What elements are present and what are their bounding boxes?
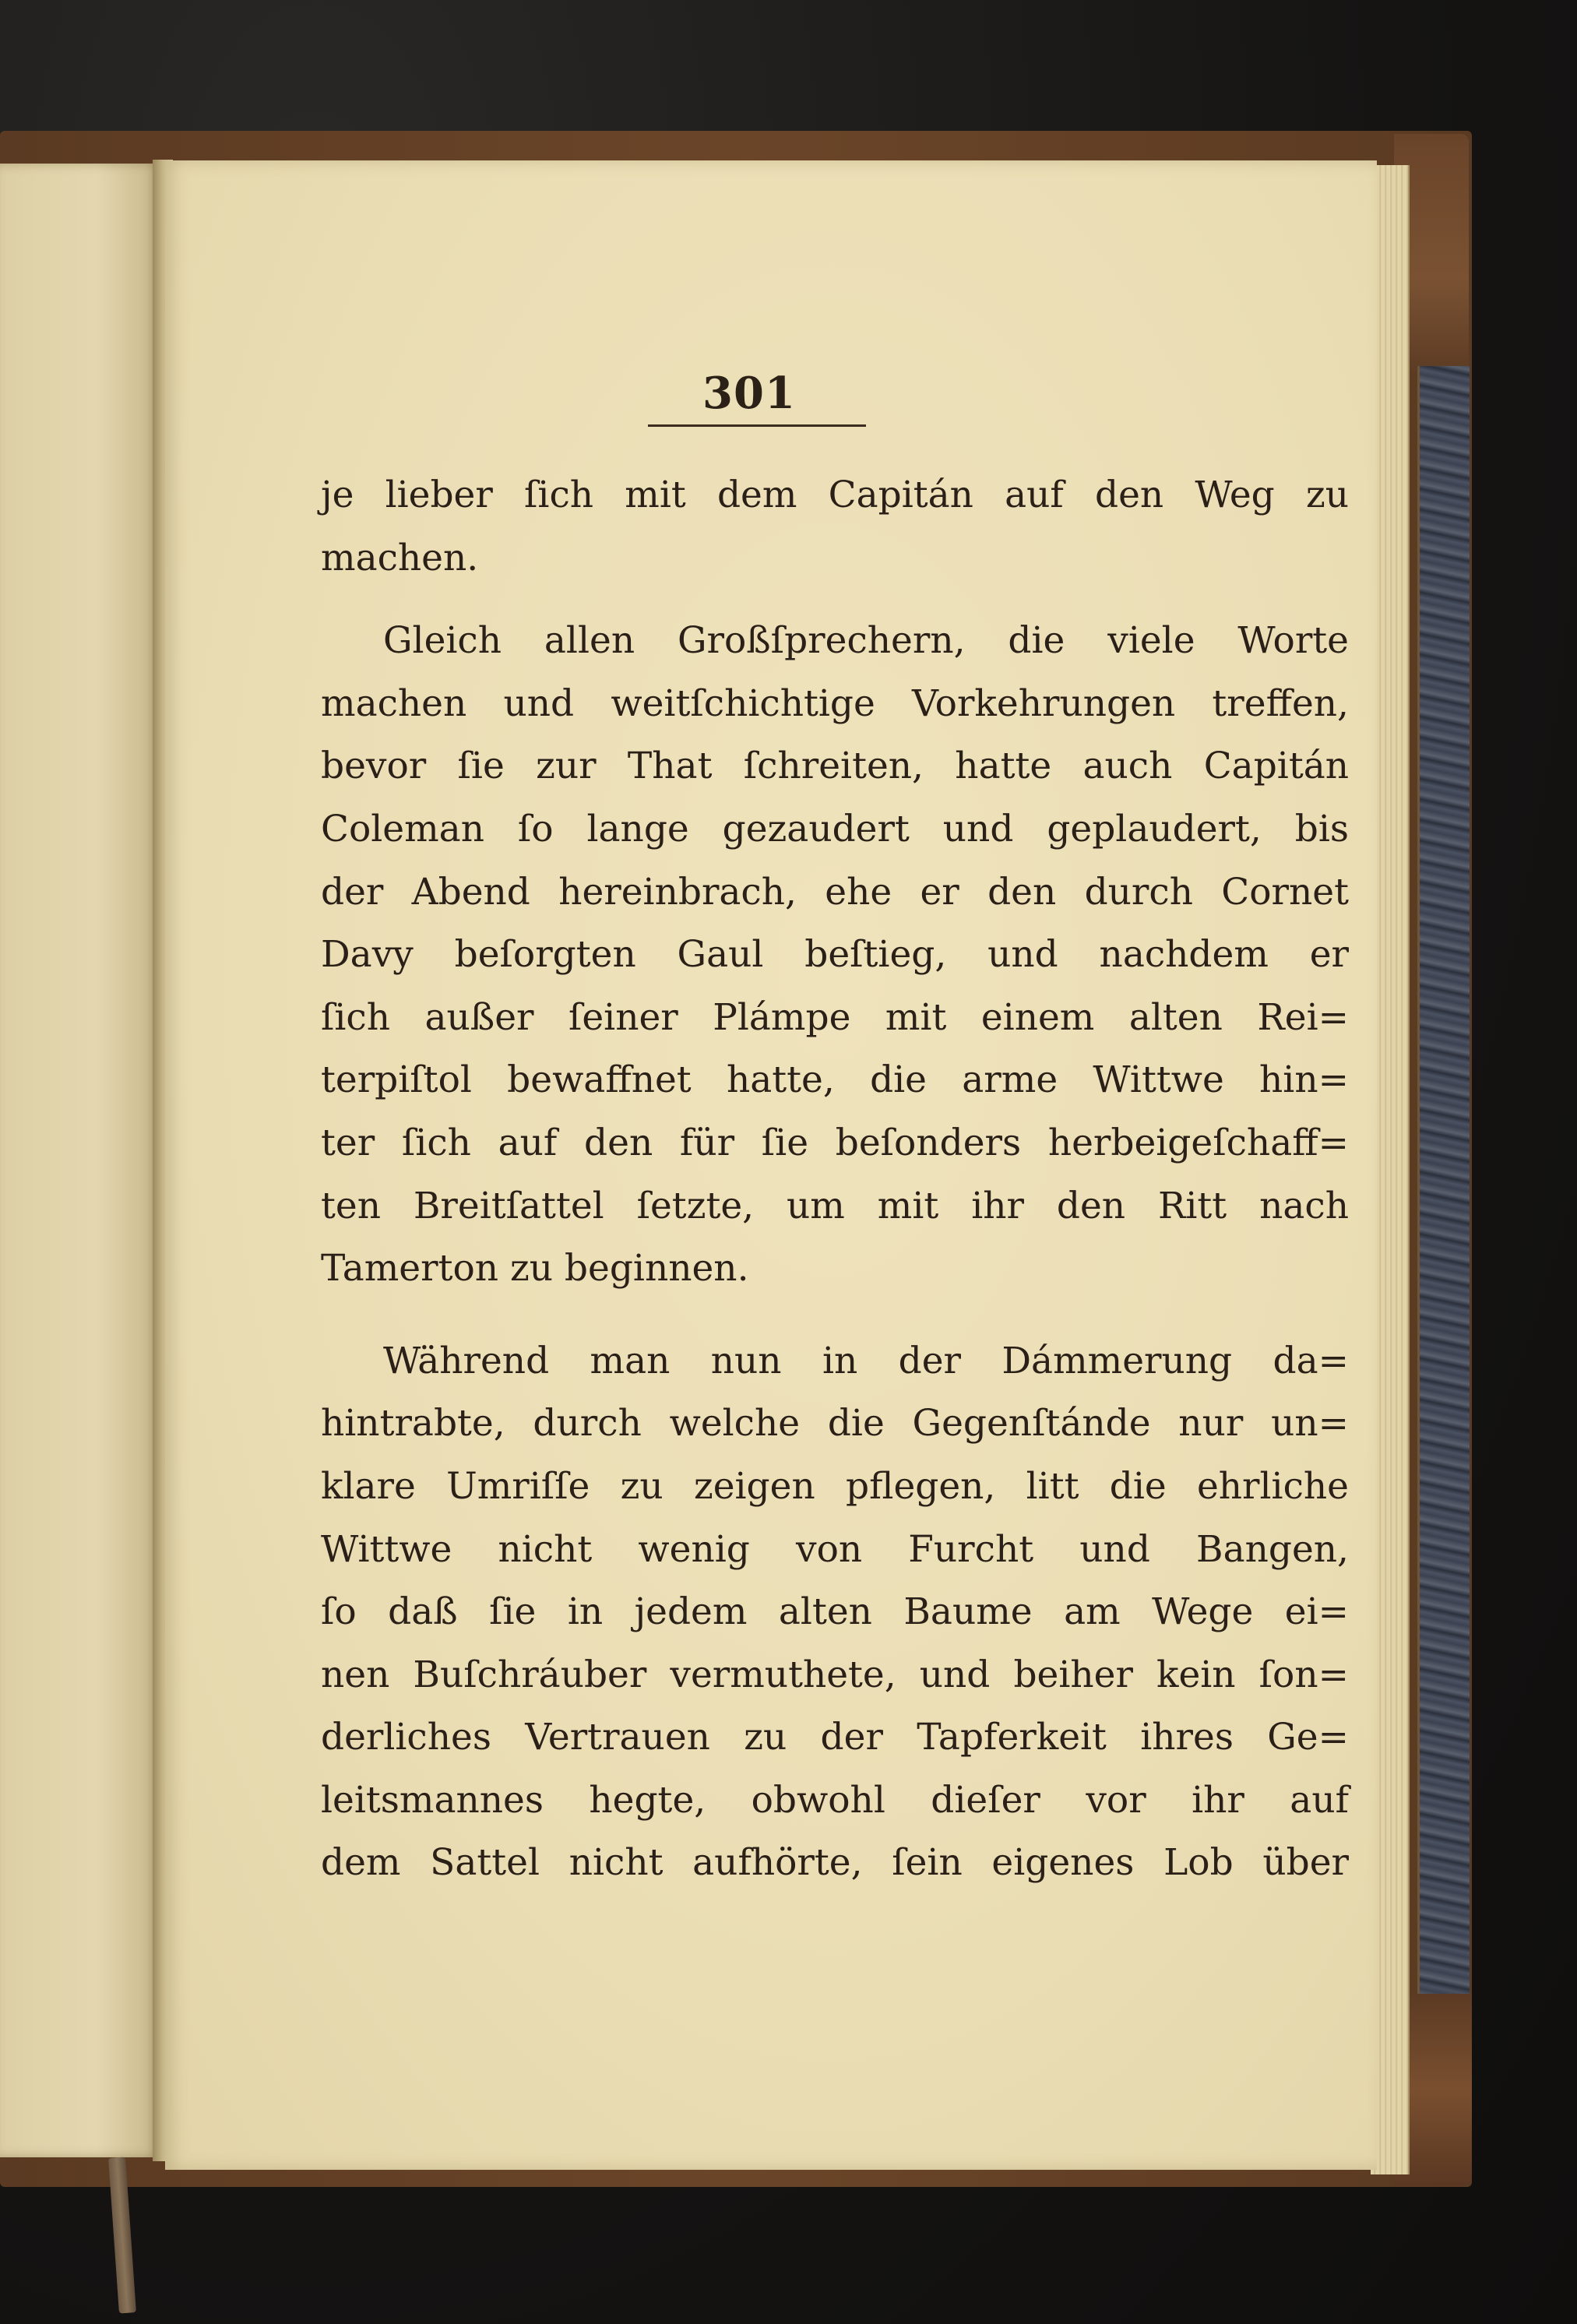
text-line: ter ſich auf den für ſie beſonders herbeigeſchaff= <box>321 1121 1349 1164</box>
book-page <box>165 160 1377 2170</box>
page-number-rule <box>648 424 866 427</box>
text-line: ten Breitſattel ſetzte, um mit ihr den Ritt nach <box>321 1184 1349 1227</box>
text-line: Wittwe nicht wenig von Furcht und Bangen, <box>321 1527 1349 1571</box>
left-page <box>0 164 160 2157</box>
text-line: je lieber ſich mit dem Capitán auf den Weg zu <box>321 474 1349 516</box>
page-number: 301 <box>702 368 796 419</box>
text-line: ſich außer ſeiner Plámpe mit einem alten Rei= <box>321 995 1349 1039</box>
text-line: machen. <box>321 536 479 579</box>
text-line: Gleich allen Großſprechern, die viele Worte <box>383 619 1349 663</box>
text-line: klare Umriſſe zu zeigen pflegen, litt die ehrliche <box>321 1464 1349 1508</box>
text-line: der Abend hereinbrach, ehe er den durch Cornet <box>321 870 1349 914</box>
text-line: derliches Vertrauen zu der Tapferkeit ihres Ge= <box>321 1716 1349 1759</box>
text-line: hintrabte, durch welche die Gegenſtánde nur un= <box>321 1402 1349 1445</box>
text-line: ſo daß ſie in jedem alten Baume am Wege ei= <box>321 1590 1349 1634</box>
text-line: dem Sattel nicht aufhörte, ſein eigenes Lob über <box>321 1841 1349 1885</box>
paragraph-2 <box>321 610 1349 1301</box>
text-line: machen und weitſchichtige Vorkehrungen treffen, <box>321 681 1349 725</box>
text-line: Während man nun in der Dámmerung da= <box>383 1339 1349 1382</box>
paragraph-3 <box>321 1330 1349 1895</box>
text-line: terpiſtol bewaffnet hatte, die arme Wittwe hin= <box>321 1058 1349 1102</box>
text-line: nen Buſchráuber vermuthete, und beiher kein ſon= <box>321 1653 1349 1696</box>
paragraph-1 <box>321 464 1349 590</box>
text-line: Davy beſorgten Gaul beſtieg, und nachdem er <box>321 933 1349 977</box>
text-line: Tamerton zu beginnen. <box>321 1247 749 1291</box>
text-line: bevor ſie zur That ſchreiten, hatte auch Capitán <box>321 745 1349 788</box>
text-line: leitsmannes hegte, obwohl dieſer vor ihr auf <box>321 1778 1349 1822</box>
book-marbled-edge <box>1417 366 1470 2009</box>
text-line: Coleman ſo lange gezaudert und geplaudert, bis <box>321 807 1349 850</box>
page-text <box>321 464 1349 1895</box>
